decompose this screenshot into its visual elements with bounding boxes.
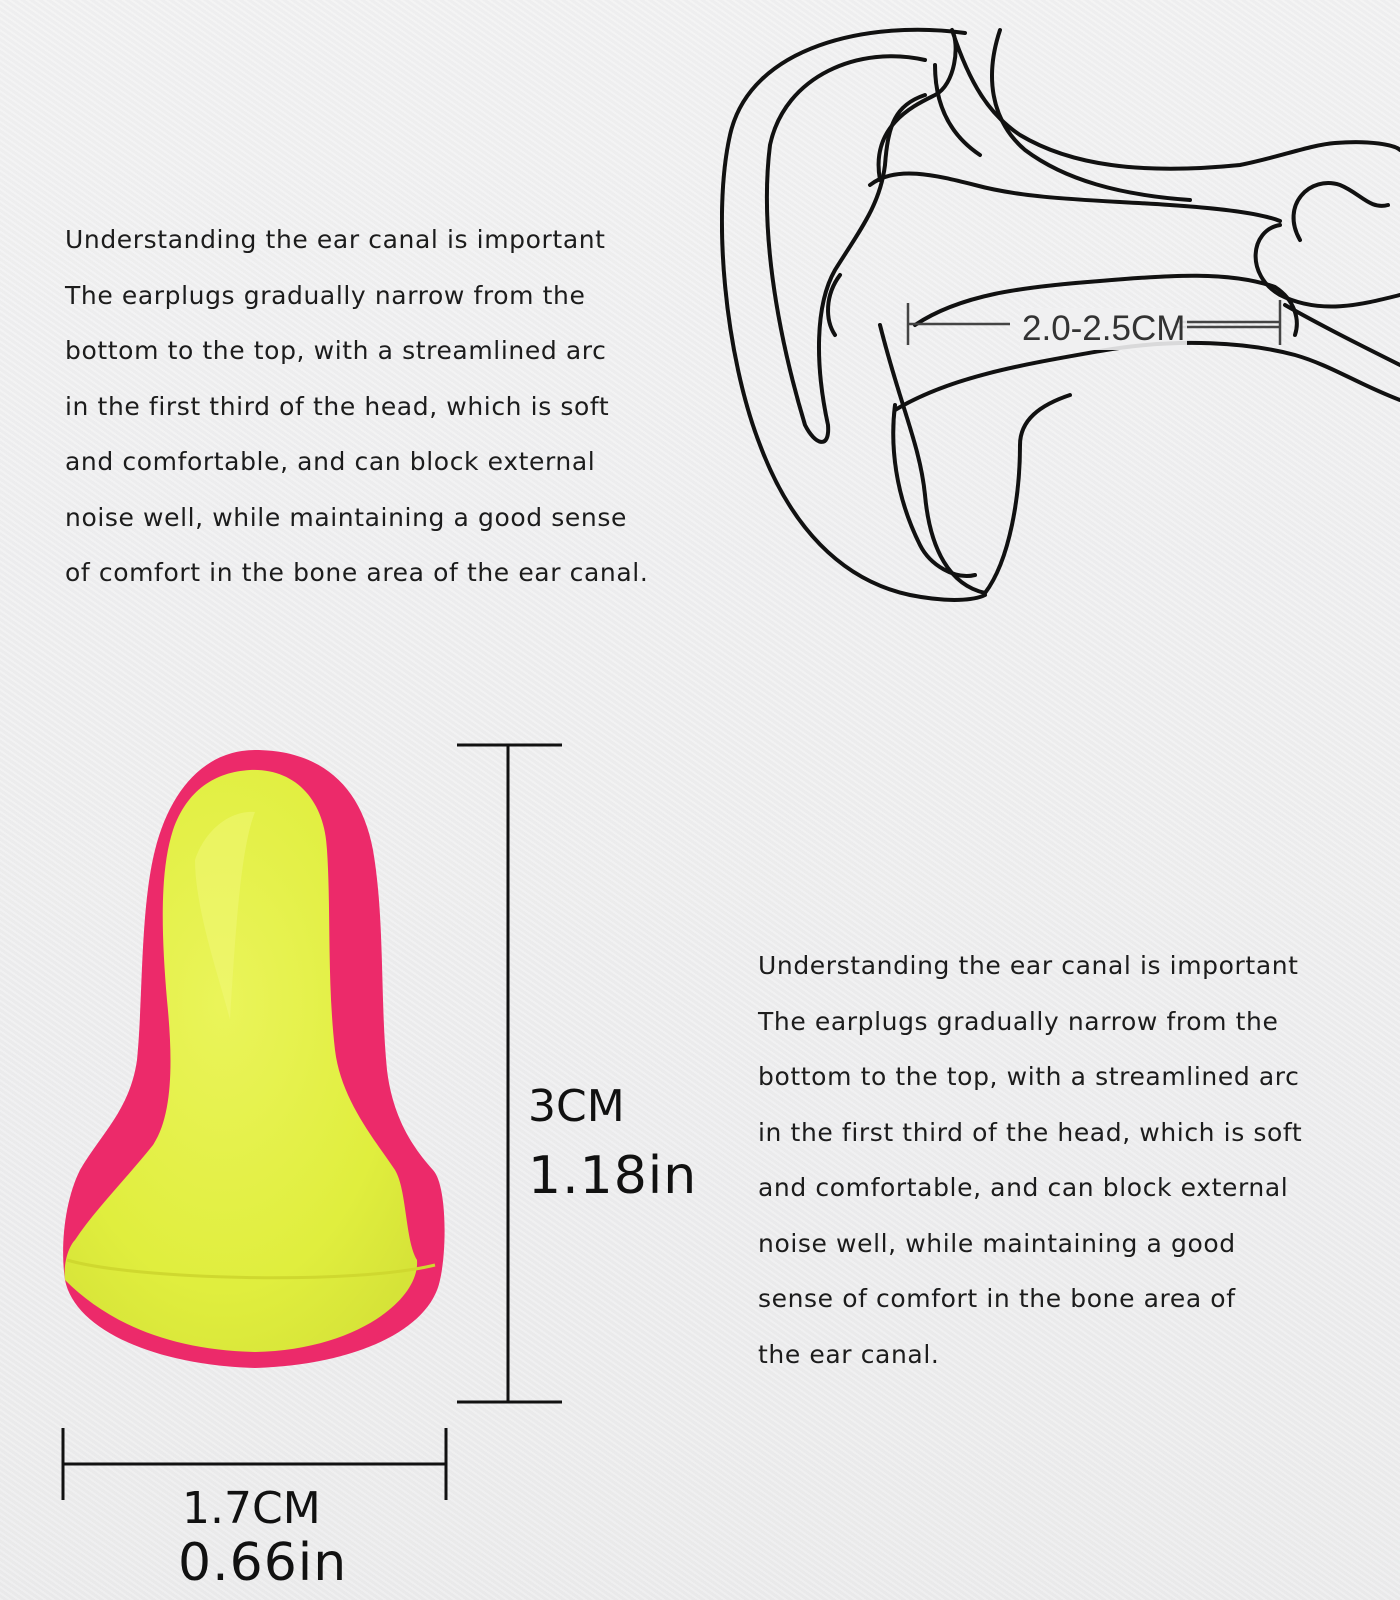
inner-ear-shape-2 <box>1256 225 1400 307</box>
description-line: bottom to the top, with a streamlined arc <box>65 336 607 365</box>
canal-length-label: 2.0-2.5CM <box>1022 309 1186 348</box>
tragus-outline <box>880 325 1070 593</box>
description-line: and comfortable, and can block external <box>65 447 596 476</box>
width-cm-label: 1.7CM <box>182 1483 321 1534</box>
description-line: sense of comfort in the bone area of <box>758 1284 1236 1313</box>
canal-lower-wall <box>895 343 1400 410</box>
description-line: in the first third of the head, which is soft <box>65 391 610 421</box>
description-line: of comfort in the bone area of the ear canal. <box>65 558 649 587</box>
lobe-inner <box>893 405 975 576</box>
description-line: in the first third of the head, which is soft <box>758 1117 1303 1147</box>
height-inch-label: 1.18in <box>528 1146 698 1206</box>
description-line: noise well, while maintaining a good sense <box>65 502 627 532</box>
description-line: the ear canal. <box>758 1339 940 1369</box>
description-line: The earplugs gradually narrow from the <box>65 280 586 310</box>
concha-inner <box>870 173 1280 221</box>
description-line: bottom to the top, with a streamlined arc <box>758 1062 1300 1091</box>
earplug-image <box>55 740 455 1410</box>
description-bottom <box>758 938 1302 1382</box>
height-cm-label: 3CM <box>528 1081 625 1132</box>
description-top <box>65 212 648 601</box>
description-line: The earplugs gradually narrow from the <box>758 1006 1279 1036</box>
description-line: noise well, while maintaining a good <box>758 1228 1236 1258</box>
width-inch-label: 0.66in <box>178 1533 348 1593</box>
concha-outline <box>879 30 1400 180</box>
inner-ear-shape <box>1294 183 1388 240</box>
description-line: Understanding the ear canal is important <box>65 225 606 254</box>
description-line: and comfortable, and can block external <box>758 1173 1289 1202</box>
description-line: Understanding the ear canal is important <box>758 951 1299 980</box>
cartilage-line <box>992 30 1190 200</box>
